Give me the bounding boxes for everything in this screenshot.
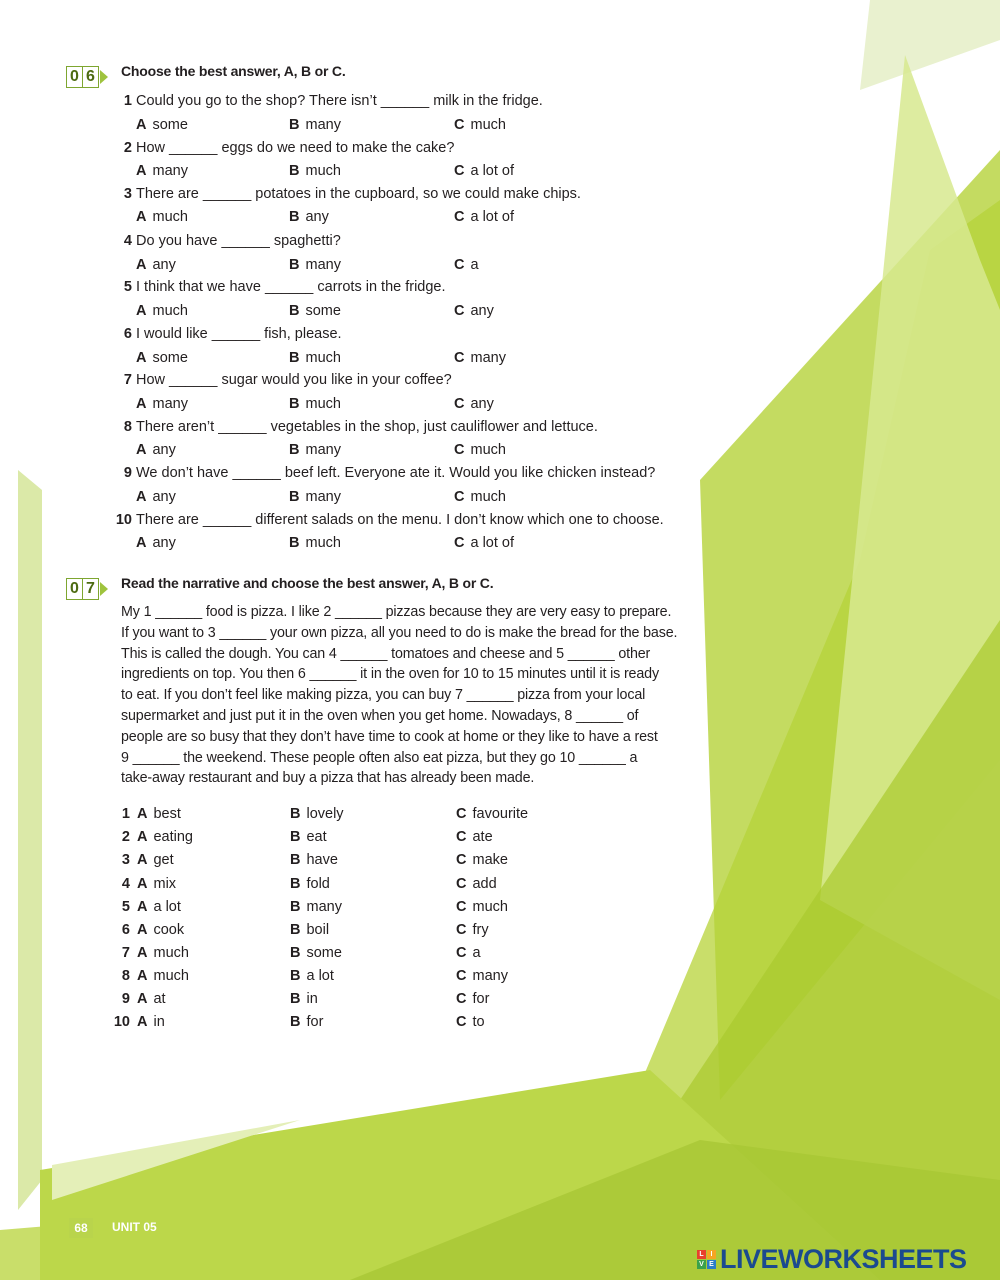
answer-option-a[interactable] [136,535,176,551]
option-letter: B [290,852,301,868]
answer-option-a[interactable] [137,968,189,984]
option-text: any [152,489,176,505]
option-letter: C [456,829,467,845]
option-letter: C [456,922,467,938]
question-text: I think that we have ______ carrots in the fridge. [136,279,446,295]
answer-option-a[interactable] [137,899,181,915]
answer-option-b[interactable] [290,876,330,892]
answer-option-b[interactable] [289,117,341,133]
answer-option-a[interactable] [136,489,176,505]
answer-option-b[interactable] [289,257,341,273]
question-number: 8 [123,419,132,435]
option-letter: B [290,1014,301,1030]
option-text: any [152,257,176,273]
answer-option-b[interactable] [290,806,344,822]
option-text: best [153,806,181,822]
logo-wordmark: LIVEWORKSHEETS [720,1243,967,1274]
answer-option-b[interactable] [290,945,342,961]
narrative-line: take-away restaurant and buy a pizza that has already been made. [121,770,535,787]
option-letter: C [454,257,465,273]
answer-option-c[interactable] [456,806,528,822]
question-row [110,372,710,388]
answer-option-a[interactable] [136,442,176,458]
answer-option-a[interactable] [137,991,166,1007]
answer-option-b[interactable] [290,968,334,984]
choice-number: 1 [121,806,130,822]
answer-option-c[interactable] [454,489,506,505]
option-letter: A [137,852,148,868]
option-letter: C [456,968,467,984]
option-letter: C [456,852,467,868]
option-letter: C [454,163,465,179]
option-text: much [153,945,189,961]
question-row [110,93,710,109]
option-text: in [153,1014,165,1030]
answer-option-c[interactable] [456,852,508,868]
question-number: 10 [115,512,132,528]
option-text: get [153,852,174,868]
question-row [110,465,710,481]
answer-option-b[interactable] [289,396,341,412]
question-text: Could you go to the shop? There isn’t ______ milk in the fridge. [136,93,543,109]
option-letter: B [289,442,300,458]
option-text: many [305,442,341,458]
option-letter: A [136,535,147,551]
option-letter: C [456,899,467,915]
answer-option-a[interactable] [137,829,193,845]
option-text: for [306,1014,324,1030]
answer-option-a[interactable] [136,117,188,133]
answer-option-b[interactable] [289,303,341,319]
option-text: any [305,209,329,225]
option-text: for [472,991,490,1007]
question-text: I would like ______ fish, please. [136,326,342,342]
option-text: lovely [306,806,344,822]
logo-tile-letter: I [707,1250,716,1259]
exercise-06-badge [66,66,104,88]
option-letter: B [290,922,301,938]
choice-number: 6 [121,922,130,938]
option-letter: C [454,396,465,412]
question-row [110,512,710,528]
option-text: many [305,489,341,505]
option-letter: C [454,442,465,458]
option-text: eat [306,829,327,845]
option-text: much [152,303,188,319]
answer-option-c[interactable] [454,396,494,412]
option-text: many [305,117,341,133]
answer-option-c[interactable] [456,829,493,845]
option-text: ate [472,829,493,845]
answer-option-b[interactable] [289,163,341,179]
answer-option-c[interactable] [454,350,506,366]
choice-number: 4 [121,876,130,892]
option-letter: B [289,396,300,412]
option-letter: B [290,829,301,845]
choice-number: 3 [121,852,130,868]
option-text: much [305,350,341,366]
answer-option-b[interactable] [290,852,338,868]
option-letter: B [289,257,300,273]
option-letter: B [290,876,301,892]
option-letter: A [137,806,148,822]
answer-option-c[interactable] [454,535,514,551]
question-number: 2 [123,140,132,156]
play-arrow-icon [100,582,108,596]
answer-option-b[interactable] [289,535,341,551]
unit-label: UNIT 05 [112,1220,157,1234]
answer-option-b[interactable] [289,442,341,458]
option-text: many [472,968,508,984]
answer-option-b[interactable] [290,991,318,1007]
choice-row [110,852,670,872]
option-text: a lot of [470,163,515,179]
option-text: many [306,899,342,915]
option-letter: A [136,489,147,505]
answer-option-c[interactable] [456,922,489,938]
option-text: many [152,163,188,179]
option-letter: C [454,489,465,505]
answer-option-c[interactable] [454,209,514,225]
answer-option-c[interactable] [454,117,506,133]
question-text: How ______ eggs do we need to make the cake? [136,140,455,156]
liveworksheets-logo[interactable] [697,1245,967,1273]
question-number: 7 [123,372,132,388]
option-letter: B [289,489,300,505]
narrative-line: My 1 ______ food is pizza. I like 2 ______ pizzas because they are very easy to prepare. [121,604,672,620]
option-text: in [306,991,318,1007]
option-letter: C [456,876,467,892]
option-text: much [305,535,341,551]
option-letter: B [289,535,300,551]
question-number: 4 [123,233,132,249]
option-text: much [470,442,506,458]
option-letter: C [456,1014,467,1030]
option-letter: A [136,303,147,319]
choice-row [110,806,670,826]
option-letter: C [456,945,467,961]
exercise-06-title: Choose the best answer, A, B or C. [121,63,346,79]
answer-option-c[interactable] [456,945,481,961]
option-letter: A [137,968,148,984]
option-letter: B [289,163,300,179]
choice-number: 7 [121,945,130,961]
option-text: mix [153,876,177,892]
question-text: How ______ sugar would you like in your coffee? [136,372,452,388]
option-letter: B [289,350,300,366]
answer-option-b[interactable] [290,1014,323,1030]
question-number: 9 [123,465,132,481]
badge-digit: 0 [70,68,79,85]
question-number: 6 [123,326,132,342]
answer-option-a[interactable] [136,396,188,412]
option-text: to [472,1014,485,1030]
answer-option-a[interactable] [137,922,184,938]
option-letter: A [137,922,148,938]
narrative-line: If you want to 3 ______ your own pizza, all you need to do is make the bread for the base. [121,624,678,641]
option-text: a lot of [470,209,515,225]
answer-option-a[interactable] [136,163,188,179]
option-letter: B [290,806,301,822]
option-text: many [152,396,188,412]
logo-tile-letter: E [707,1260,716,1269]
question-number: 5 [123,279,132,295]
answer-option-b[interactable] [290,922,329,938]
option-text: a lot [306,968,334,984]
choice-row [110,899,670,919]
option-letter: A [136,442,147,458]
option-letter: A [136,257,147,273]
question-number: 3 [123,186,132,202]
option-letter: C [454,350,465,366]
question-text: We don’t have ______ beef left. Everyone ate it. Would you like chicken instead? [136,465,656,481]
play-arrow-icon [100,70,108,84]
choice-row [110,945,670,965]
option-text: at [153,991,166,1007]
question-row [110,140,710,156]
option-text: much [305,396,341,412]
option-letter: A [137,876,148,892]
answer-option-c[interactable] [456,991,489,1007]
option-letter: A [136,117,147,133]
narrative-line: to eat. If you don’t feel like making pizza, you can buy 7 ______ pizza from your local [121,687,646,704]
option-text: any [470,303,494,319]
option-text: much [472,899,508,915]
option-letter: A [137,1014,148,1030]
option-letter: A [136,209,147,225]
option-letter: A [136,396,147,412]
option-text: some [305,303,341,319]
answer-option-b[interactable] [289,350,341,366]
answer-option-b[interactable] [290,829,327,845]
narrative-line: people are so busy that they don’t have time to cook at home or they like to have a rest [121,728,658,745]
choice-row [110,1014,670,1034]
answer-option-c[interactable] [454,163,514,179]
answer-option-c[interactable] [456,899,508,915]
option-text: much [153,968,189,984]
option-letter: C [456,806,467,822]
answer-option-a[interactable] [136,209,188,225]
answer-option-c[interactable] [454,303,494,319]
option-letter: A [137,829,148,845]
narrative-line: supermarket and just put it in the oven when you get home. Nowadays, 8 ______ of [121,707,639,724]
choice-row [110,876,670,896]
badge-digit: 6 [82,67,98,87]
option-text: many [470,350,506,366]
option-text: favourite [472,806,529,822]
option-letter: B [290,945,301,961]
badge-digit: 7 [82,579,98,599]
option-letter: C [454,117,465,133]
exercise-07-badge [66,578,104,600]
answer-option-b[interactable] [289,209,329,225]
option-text: some [152,350,188,366]
logo-tile-icon [697,1250,716,1269]
exercise-07-title: Read the narrative and choose the best answer, A, B or C. [121,575,494,591]
option-letter: B [289,303,300,319]
choice-number: 8 [121,968,130,984]
answer-option-a[interactable] [136,257,176,273]
option-text: some [306,945,342,961]
option-text: eating [153,829,193,845]
option-text: any [152,535,176,551]
logo-tile-letter: L [697,1250,706,1259]
option-text: many [305,257,341,273]
option-text: a lot of [470,535,515,551]
option-text: boil [306,922,330,938]
option-letter: B [289,209,300,225]
question-text: Do you have ______ spaghetti? [136,233,341,249]
narrative-line: 9 ______ the weekend. These people often also eat pizza, but they go 10 ______ a [121,749,638,766]
option-text: make [472,852,508,868]
option-letter: C [456,991,467,1007]
option-text: any [152,442,176,458]
option-text: much [470,117,506,133]
option-text: much [305,163,341,179]
option-text: much [470,489,506,505]
question-row [110,233,710,249]
option-text: a lot [153,899,181,915]
answer-option-a[interactable] [137,876,176,892]
answer-option-a[interactable] [137,945,189,961]
answer-option-a[interactable] [137,806,181,822]
option-text: have [306,852,338,868]
question-row [110,279,710,295]
option-letter: B [289,117,300,133]
answer-option-c[interactable] [456,1014,485,1030]
question-row [110,326,710,342]
option-letter: B [290,968,301,984]
option-letter: B [290,899,301,915]
option-text: a [470,257,479,273]
option-text: a [472,945,481,961]
question-text: There are ______ potatoes in the cupboard, so we could make chips. [136,186,581,202]
logo-tile-letter: V [697,1260,706,1269]
question-number: 1 [123,93,132,109]
option-text: any [470,396,494,412]
option-text: cook [153,922,185,938]
answer-option-c[interactable] [454,257,479,273]
choice-row [110,922,670,942]
option-letter: C [454,303,465,319]
option-text: much [152,209,188,225]
answer-option-c[interactable] [456,968,508,984]
option-text: add [472,876,497,892]
option-letter: C [454,209,465,225]
question-row [110,186,710,202]
answer-option-c[interactable] [456,876,497,892]
option-letter: A [137,945,148,961]
answer-option-b[interactable] [289,489,341,505]
page-number: 68 [69,1218,93,1238]
answer-option-a[interactable] [136,350,188,366]
option-letter: A [137,899,148,915]
choice-number: 2 [121,829,130,845]
question-row [110,419,710,435]
choice-number: 5 [121,899,130,915]
answer-option-a[interactable] [137,1014,165,1030]
option-letter: C [454,535,465,551]
choice-number: 9 [121,991,130,1007]
badge-digit: 0 [70,580,79,597]
option-letter: A [136,350,147,366]
answer-option-a[interactable] [136,303,188,319]
question-text: There are ______ different salads on the menu. I don’t know which one to choose. [136,512,664,528]
choice-row [110,829,670,849]
narrative-line: This is called the dough. You can 4 ______ tomatoes and cheese and 5 ______ other [121,645,651,662]
question-text: There aren’t ______ vegetables in the shop, just cauliflower and lettuce. [136,419,598,435]
answer-option-a[interactable] [137,852,174,868]
choice-number: 10 [113,1014,130,1030]
answer-option-c[interactable] [454,442,506,458]
narrative-line: ingredients on top. You then 6 ______ it in the oven for 10 to 15 minutes until it is ready [121,666,659,683]
option-text: fry [472,922,489,938]
choice-row [110,968,670,988]
option-text: fold [306,876,330,892]
option-letter: A [137,991,148,1007]
option-letter: B [290,991,301,1007]
option-letter: A [136,163,147,179]
option-text: some [152,117,188,133]
answer-option-b[interactable] [290,899,342,915]
narrative-paragraph [121,602,701,789]
choice-row [110,991,670,1011]
